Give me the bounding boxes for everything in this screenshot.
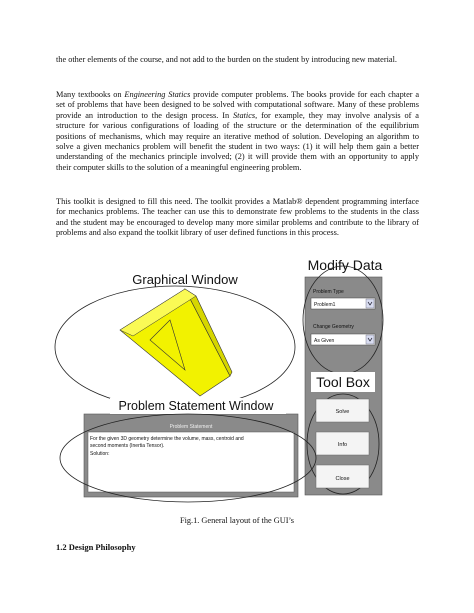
p2-italic-title: Engineering Statics: [124, 90, 191, 99]
solve-button-label: Solve: [335, 409, 350, 415]
problem-statement-line-2: second moments (Inertia Tensor).: [90, 443, 165, 449]
close-button[interactable]: [316, 465, 369, 488]
change-geometry-label: Change Geometry: [313, 324, 354, 330]
paragraph-toolkit: This toolkit is designed to fill this need. The toolkit provides a Matlab® dependent programming interface for mechanics problems. The teacher can use this to demonstrate few problems to the students in the class and the student may be encouraged to develop many more similar problems and contribute to the library of problems and also expand the toolkit library of user defined functions in this process.: [56, 197, 419, 238]
p2-text-e: , for example, they may involve analysis of a structure for various configurations of loading of the structure or the determination of the equilibrium positions of mechanisms, which may require an iterative method of solution. Developing an algorithm to solve a given mechanics problem will benefit the student in two ways: (1) it will help them gain a better understanding of the mechanics principle involved; (2) it will provide them with an opportunity to apply their computer skills to the solution of a meaningful engineering problem.: [56, 110, 419, 172]
chevron-down-icon[interactable]: [366, 299, 374, 308]
solve-button[interactable]: [316, 399, 369, 422]
change-geometry-value: As Given: [314, 338, 335, 344]
problem-statement-header: Problem Statement: [169, 424, 213, 430]
info-button[interactable]: [316, 432, 369, 455]
problem-statement-window-label: Problem Statement Window: [118, 399, 274, 413]
paragraph-intro: the other elements of the course, and not add to the burden on the student by introducing new material.: [56, 55, 397, 64]
p2-italic-statics: Statics: [233, 110, 256, 120]
problem-statement-line-3: Solution:: [90, 451, 110, 457]
graphical-window-label: Graphical Window: [132, 272, 238, 287]
problem-type-value: Problem1: [314, 302, 336, 308]
problem-type-label: Problem Type: [313, 289, 344, 295]
prism-3d-shape: [120, 289, 232, 396]
figure-caption: Fig.1. General layout of the GUI’s: [179, 516, 295, 525]
section-heading: 1.2 Design Philosophy: [56, 542, 136, 552]
modify-data-label: Modify Data: [307, 257, 383, 273]
problem-statement-line-1: For the given 3D geometry determine the volume, mass, centroid and: [90, 436, 244, 442]
info-button-label: Info: [337, 442, 348, 448]
tool-box-label: Tool Box: [316, 374, 370, 390]
p2-text-c: provide computer problems. The books provide for each chapter a set of problems that have been designed to be solved with computational software. Many of these problems provide an introduction to the design process. In: [56, 90, 420, 120]
chevron-down-icon[interactable]: [366, 335, 374, 344]
problem-type-select[interactable]: [311, 298, 375, 309]
close-button-label: Close: [335, 476, 350, 482]
p2-text-a: Many textbooks on: [56, 90, 125, 99]
change-geometry-select[interactable]: [311, 334, 375, 345]
